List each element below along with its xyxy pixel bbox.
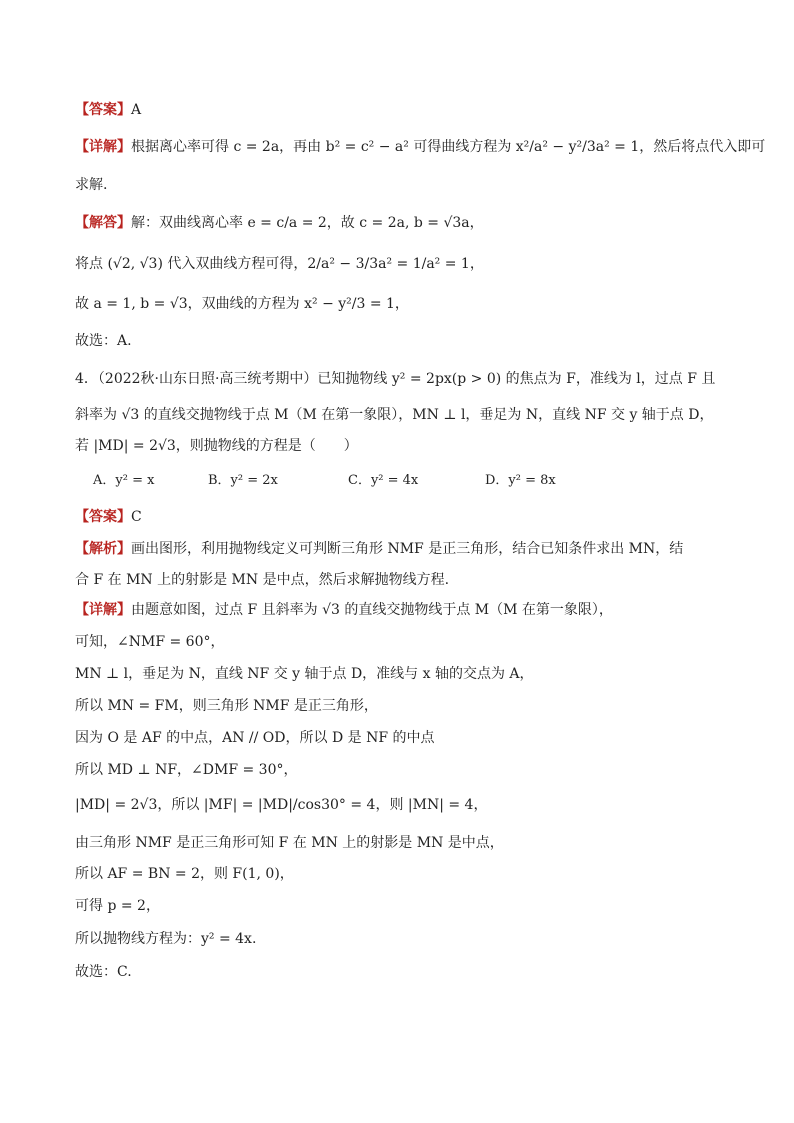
solution3-line3: 故 a = 1, b = √3，双曲线的方程为 x² − y²/3 = 1， bbox=[75, 296, 409, 312]
answer-label: 【答案】 bbox=[75, 102, 131, 118]
analysis4-line2: 合 F 在 MN 上的射影是 MN 是中点，然后求解抛物线方程. bbox=[75, 572, 450, 588]
analysis4-line1 bbox=[75, 539, 724, 559]
detail4-line-3: 因为 O 是 AF 的中点，AN // OD，所以 D 是 NF 的中点 bbox=[75, 730, 435, 746]
option-a[interactable]: A．y² = x bbox=[93, 473, 155, 488]
detail4-line1 bbox=[75, 600, 724, 620]
solution3-line2: 将点 (√2, √3) 代入双曲线方程可得，2/a² − 3/3a² = 1/a² = 1， bbox=[75, 256, 484, 272]
solution-text: 解：双曲线离心率 e = c/a = 2，故 c = 2a, b = √3a， bbox=[131, 215, 484, 231]
option-b[interactable]: B．y² = 2x bbox=[208, 473, 278, 488]
option-d[interactable]: D．y² = 8x bbox=[485, 473, 556, 488]
detail3-line2: 求解. bbox=[75, 177, 108, 193]
detail-text: 由题意如图，过点 F 且斜率为 √3 的直线交抛物线于点 M（M 在第一象限）， bbox=[131, 602, 613, 618]
detail4-line-2: 所以 MN = FM，则三角形 NMF 是正三角形， bbox=[75, 698, 378, 714]
detail3-line1 bbox=[75, 137, 766, 157]
detail4-line-7: 所以 AF = BN = 2，则 F(1, 0)， bbox=[75, 866, 294, 882]
question4-line1: 4．（2022秋·山东日照·高三统考期中）已知抛物线 y² = 2px(p > 0) 的焦点为 F，准线为 l，过点 F 且 bbox=[75, 371, 716, 387]
detail4-line-4: 所以 MD ⊥ NF，∠DMF = 30°， bbox=[75, 762, 298, 778]
answer-value: C bbox=[131, 509, 142, 525]
detail-label: 【详解】 bbox=[75, 602, 131, 618]
answer4-line bbox=[75, 507, 724, 527]
detail-label: 【详解】 bbox=[75, 139, 131, 155]
analysis-text: 画出图形，利用抛物线定义可判断三角形 NMF 是正三角形，结合已知条件求出 MN，结 bbox=[131, 541, 684, 557]
analysis-label: 【解析】 bbox=[75, 541, 131, 557]
detail4-line-10: 故选：C. bbox=[75, 964, 132, 980]
solution3-line1 bbox=[75, 213, 724, 233]
detail4-line-5: |MD| = 2√3，所以 |MF| = |MD|/cos30° = 4，则 |MN| = 4， bbox=[75, 797, 488, 813]
question4-line3: 若 |MD| = 2√3，则抛物线的方程是（ ） bbox=[75, 438, 358, 454]
detail4-line-1: MN ⊥ l，垂足为 N，直线 NF 交 y 轴于点 D，准线与 x 轴的交点为 A， bbox=[75, 666, 534, 682]
detail4-line-0: 可知，∠NMF = 60°， bbox=[75, 634, 225, 650]
detail4-line-9: 所以抛物线方程为：y² = 4x. bbox=[75, 931, 257, 947]
solution-label: 【解答】 bbox=[75, 215, 131, 231]
answer3-line bbox=[75, 100, 724, 120]
question4-line2: 斜率为 √3 的直线交抛物线于点 M（M 在第一象限），MN ⊥ l，垂足为 N，直线 NF 交 y 轴于点 D， bbox=[75, 407, 714, 423]
detail-text: 根据离心率可得 c = 2a，再由 b² = c² − a² 可得曲线方程为 x²/a² − y²/3a² = 1，然后将点代入即可 bbox=[131, 139, 766, 155]
option-c[interactable]: C．y² = 4x bbox=[348, 473, 419, 488]
detail4-line-8: 可得 p = 2， bbox=[75, 898, 160, 914]
solution3-line4: 故选：A. bbox=[75, 333, 132, 349]
answer-value: A bbox=[131, 102, 142, 118]
answer-label: 【答案】 bbox=[75, 509, 131, 525]
detail4-line-6: 由三角形 NMF 是正三角形可知 F 在 MN 上的射影是 MN 是中点， bbox=[75, 835, 504, 851]
